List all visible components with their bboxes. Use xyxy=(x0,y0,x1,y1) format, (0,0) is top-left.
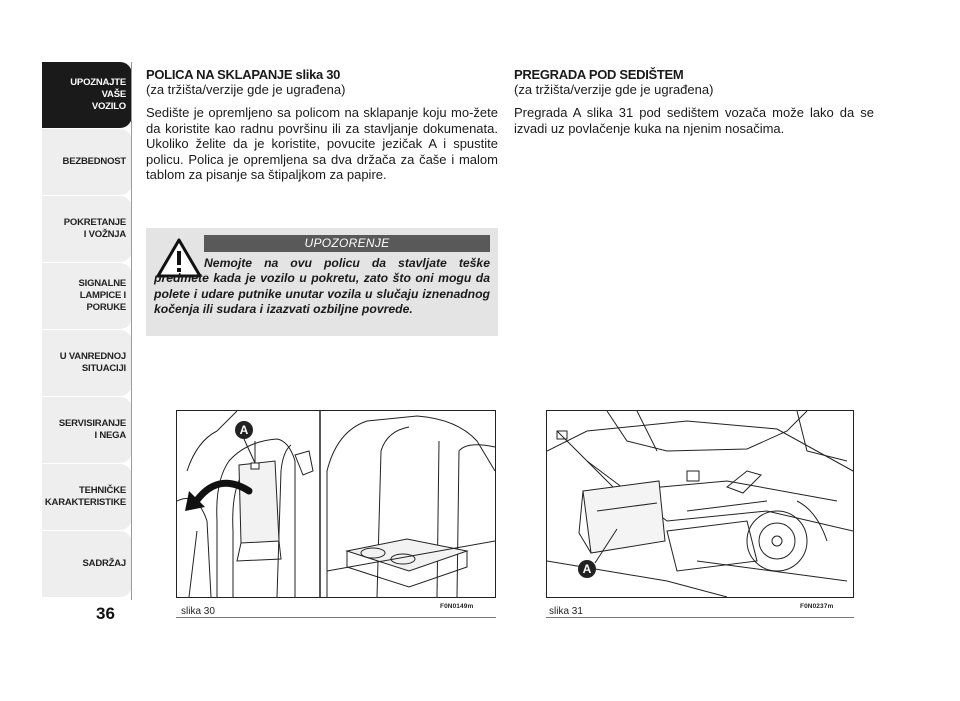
section-polica-na-sklapanje xyxy=(146,67,498,183)
tab-bezbednost[interactable]: BEZBEDNOST xyxy=(42,129,132,195)
figure-30-code: F0N0149m xyxy=(440,603,474,610)
warning-title: UPOZORENJE xyxy=(204,235,490,252)
tab-sadrzaj[interactable]: SADRŽAJ xyxy=(42,531,132,597)
tab-tehnicke-karakteristike[interactable]: TEHNIČKE KARAKTERISTIKE xyxy=(42,464,132,530)
figure-30-illustration xyxy=(176,410,496,598)
warning-text: Nemojte na ovu policu da stavljate teške predmete kada je vozilo u pokretu, zato što oni mogu da polete i udare putnike unutar vozila u slučaju iznenadnog kočenja ili sudara i izazvati ozbiljne povrede. xyxy=(154,256,490,317)
figure-31-caption: slika 31 xyxy=(549,606,583,617)
figure-31-code: F0N0237m xyxy=(800,603,834,610)
svg-text:A: A xyxy=(582,562,592,576)
section-body: Sedište je opremljeno sa policom na sklapanje koju mo-žete da koristite kao radnu površinu ili za stavljanje dokumenata. Ukoliko želite da je koristite, povucite jezičak A i spustite policu. Polica je opremljena sa dva držača za čaše i malom tablom za pisanje sa štipaljkom za papire. xyxy=(146,105,498,183)
sidebar-divider xyxy=(131,62,132,600)
tab-servisiranje-i-nega[interactable]: SERVISIRANJE I NEGA xyxy=(42,397,132,463)
tab-pokretanje-i-voznja[interactable]: POKRETANJE I VOŽNJA xyxy=(42,196,132,262)
warning-box xyxy=(146,228,498,336)
under-seat-drawer-illustration xyxy=(547,411,853,597)
figure-30-rule xyxy=(176,617,496,618)
figure-31-illustration xyxy=(546,410,854,598)
svg-text:A: A xyxy=(239,423,249,437)
chapter-sidebar xyxy=(42,62,132,598)
figure-30-caption: slika 30 xyxy=(181,606,215,617)
tab-upoznajte-vase-vozilo[interactable]: UPOZNAJTE VAŠE VOZILO xyxy=(42,62,132,128)
seat-tray-illustration xyxy=(177,411,495,597)
figure-31-rule xyxy=(546,617,854,618)
section-subheading: (za tržišta/verzije gde je ugrađena) xyxy=(146,82,346,97)
tab-u-vanrednoj-situaciji[interactable]: U VANREDNOJ SITUACIJI xyxy=(42,330,132,396)
section-heading: POLICA NA SKLAPANJE slika 30 xyxy=(146,67,341,82)
section-body: Pregrada A slika 31 pod sedištem vozača može lako da se izvadi uz povlačenje kuka na njenim nosačima. xyxy=(514,105,874,136)
section-heading: PREGRADA POD SEDIŠTEM xyxy=(514,67,684,82)
section-subheading: (za tržišta/verzije gde je ugrađena) xyxy=(514,82,714,97)
tab-signalne-lampice[interactable]: SIGNALNE LAMPICE I PORUKE xyxy=(42,263,132,329)
section-pregrada-pod-sedistem xyxy=(514,67,874,136)
page-number: 36 xyxy=(96,604,115,623)
